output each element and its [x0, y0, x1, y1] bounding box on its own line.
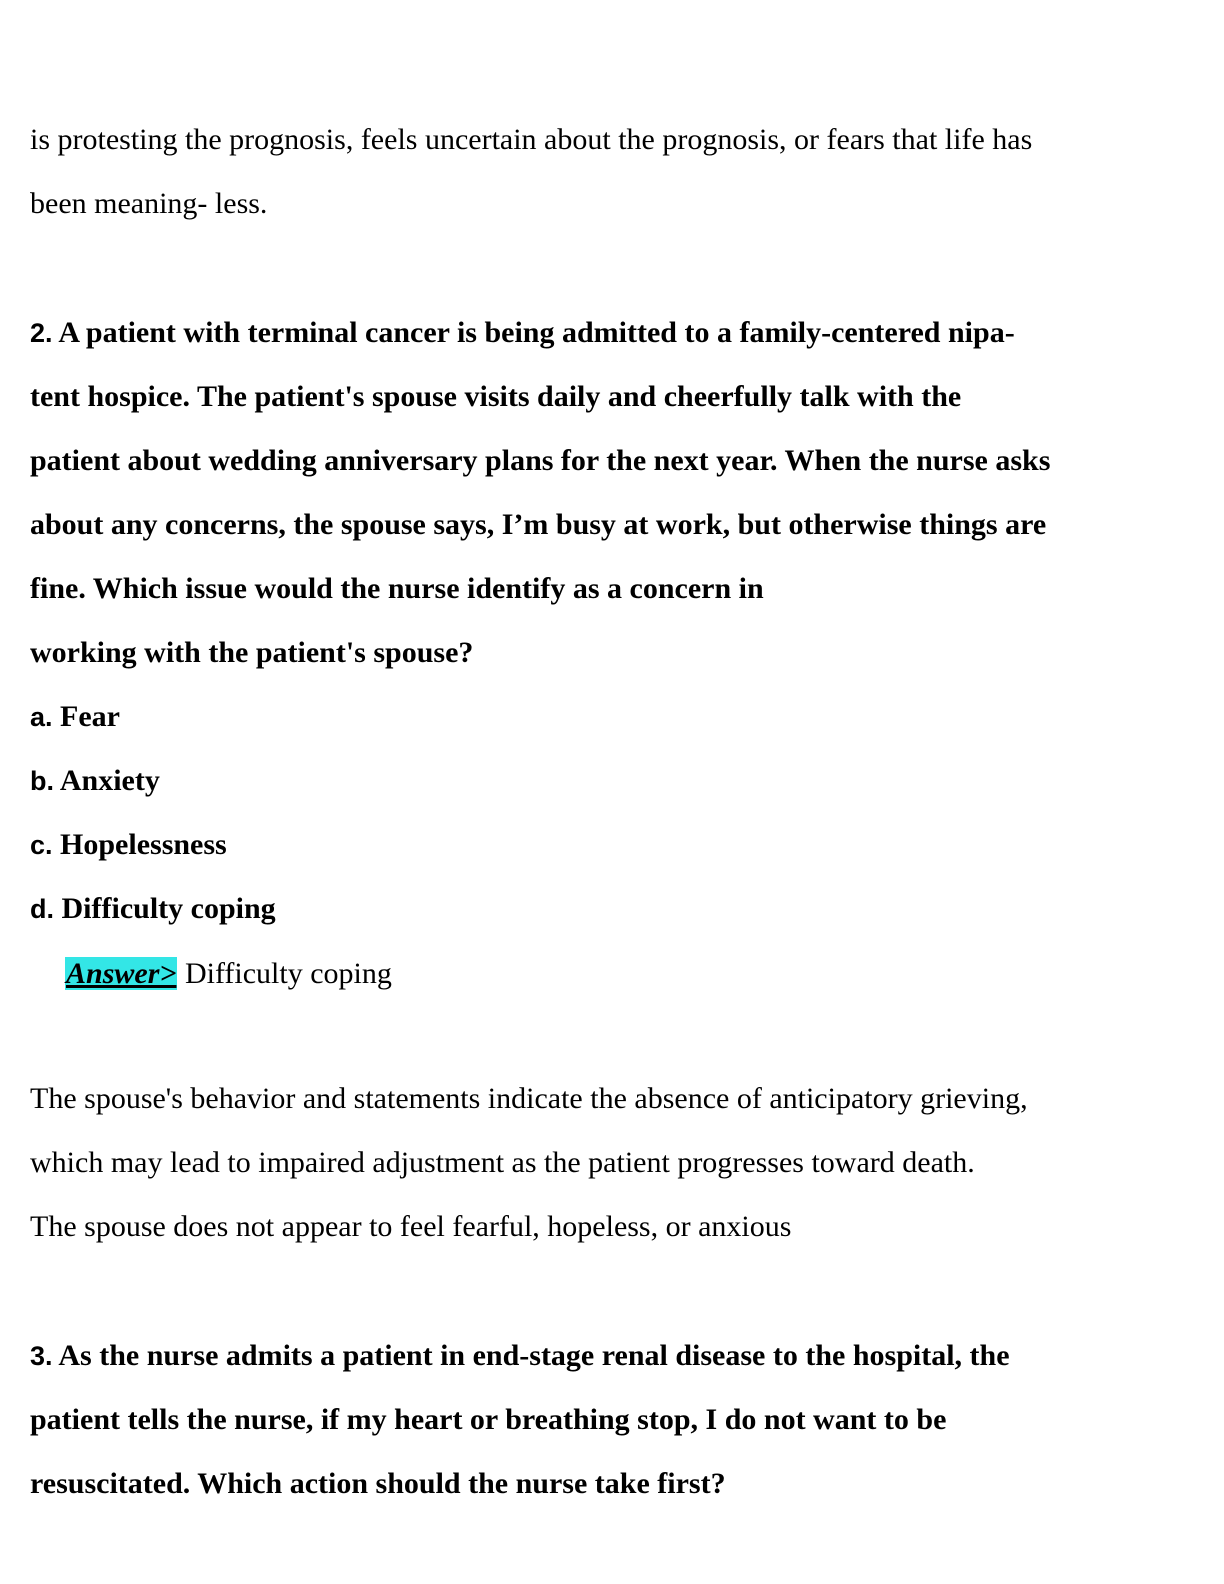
question-3-number: 3. [30, 1341, 53, 1371]
rationale-line-1: The spouse's behavior and statements indicate the absence of anticipatory grieving, [30, 1082, 1028, 1115]
question-3-stem-1: As the nurse admits a patient in end-stage renal disease to the hospital, the [58, 1339, 1010, 1372]
question-3-stem-2: patient tells the nurse, if my heart or breathing stop, I do not want to be [30, 1403, 947, 1436]
question-2-stem-4: about any concerns, the spouse says, I’m busy at work, but otherwise things are [30, 508, 1047, 541]
option-a-letter: a. [30, 702, 53, 732]
option-d-text: Difficulty coping [61, 892, 276, 925]
answer-line [65, 954, 392, 994]
option-b-text: Anxiety [59, 764, 160, 797]
option-c [30, 825, 227, 865]
option-b-letter: b. [30, 766, 54, 796]
question-3-line-1 [30, 1336, 1010, 1376]
option-d [30, 889, 276, 929]
intro-line-2: been meaning- less. [30, 187, 268, 220]
question-2-stem-2: tent hospice. The patient's spouse visits daily and cheerfully talk with the [30, 380, 962, 413]
answer-label: Answer> [66, 957, 177, 990]
option-a [30, 697, 120, 737]
question-2-line-1 [30, 313, 1015, 353]
rationale-line-2: which may lead to impaired adjustment as the patient progresses toward death. [30, 1146, 975, 1179]
question-2-stem-3: patient about wedding anniversary plans for the next year. When the nurse asks [30, 444, 1051, 477]
question-2-stem-6: working with the patient's spouse? [30, 636, 474, 669]
question-2-number: 2. [30, 318, 53, 348]
option-c-text: Hopelessness [60, 828, 227, 861]
question-2-stem-5: fine. Which issue would the nurse identify as a concern in [30, 572, 764, 605]
intro-line-1: is protesting the prognosis, feels uncertain about the prognosis, or fears that life has [30, 123, 1033, 156]
answer-text: Difficulty coping [177, 957, 392, 990]
option-a-text: Fear [60, 700, 120, 733]
option-d-letter: d. [30, 894, 54, 924]
option-c-letter: c. [30, 830, 53, 860]
rationale-line-3: The spouse does not appear to feel fearful, hopeless, or anxious [30, 1210, 792, 1243]
question-2-stem-1: A patient with terminal cancer is being admitted to a family-centered nipa- [58, 316, 1015, 349]
option-b [30, 761, 160, 801]
question-3-stem-3: resuscitated. Which action should the nurse take first? [30, 1467, 726, 1500]
